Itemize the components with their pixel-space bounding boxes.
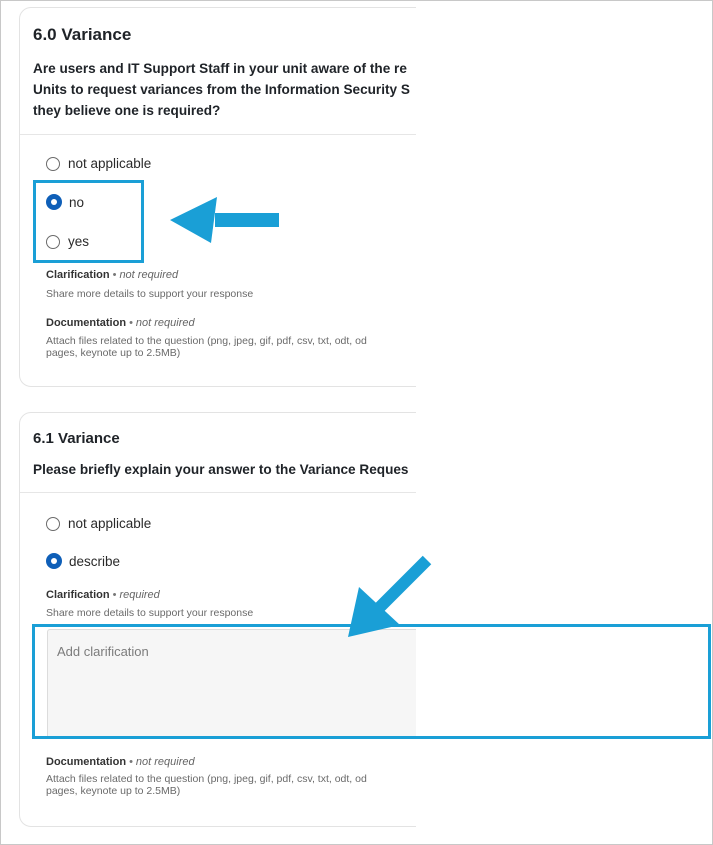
clarification-title: Clarification bbox=[46, 269, 110, 281]
documentation-title: Documentation bbox=[46, 317, 127, 329]
documentation-hint-line-2: pages, keynote up to 2.5MB) bbox=[46, 347, 181, 359]
question-line-3: they believe one is required? bbox=[33, 103, 221, 118]
documentation-title: Documentation bbox=[46, 756, 127, 768]
documentation-hint-line-2: pages, keynote up to 2.5MB) bbox=[46, 785, 181, 797]
clarification-title: Clarification bbox=[46, 589, 110, 601]
question-line-2: Units to request variances from the Information Security S bbox=[33, 82, 410, 97]
option-label: not applicable bbox=[68, 156, 152, 171]
option-label: describe bbox=[69, 553, 121, 569]
clarification-status: required bbox=[119, 589, 160, 601]
separator-dot: • bbox=[112, 589, 117, 601]
card-title: 6.0 Variance bbox=[33, 25, 132, 44]
clarification-hint: Share more details to support your response bbox=[46, 288, 254, 300]
option-label: no bbox=[69, 194, 85, 210]
documentation-status: not required bbox=[135, 756, 195, 768]
documentation-hint-line-1: Attach files related to the question (png, jpeg, gif, pdf, csv, txt, odt, od bbox=[46, 773, 367, 785]
clarification-textarea[interactable]: Add clarification bbox=[47, 629, 416, 739]
question-line-1: Please briefly explain your answer to the Variance Reques bbox=[33, 462, 409, 477]
separator-dot: • bbox=[112, 269, 117, 281]
separator-dot: • bbox=[129, 756, 133, 768]
clarification-hint: Share more details to support your response bbox=[46, 607, 254, 619]
documentation-hint-line-1: Attach files related to the question (png, jpeg, gif, pdf, csv, txt, odt, od bbox=[46, 335, 367, 347]
documentation-status: not required bbox=[135, 317, 195, 329]
clarification-status: not required bbox=[119, 269, 179, 281]
question-line-1: Are users and IT Support Staff in your unit aware of the re bbox=[33, 61, 407, 76]
separator-dot: • bbox=[129, 317, 133, 329]
card-title: 6.1 Variance bbox=[33, 430, 120, 447]
option-label: not applicable bbox=[68, 516, 152, 531]
option-label: yes bbox=[68, 234, 90, 249]
